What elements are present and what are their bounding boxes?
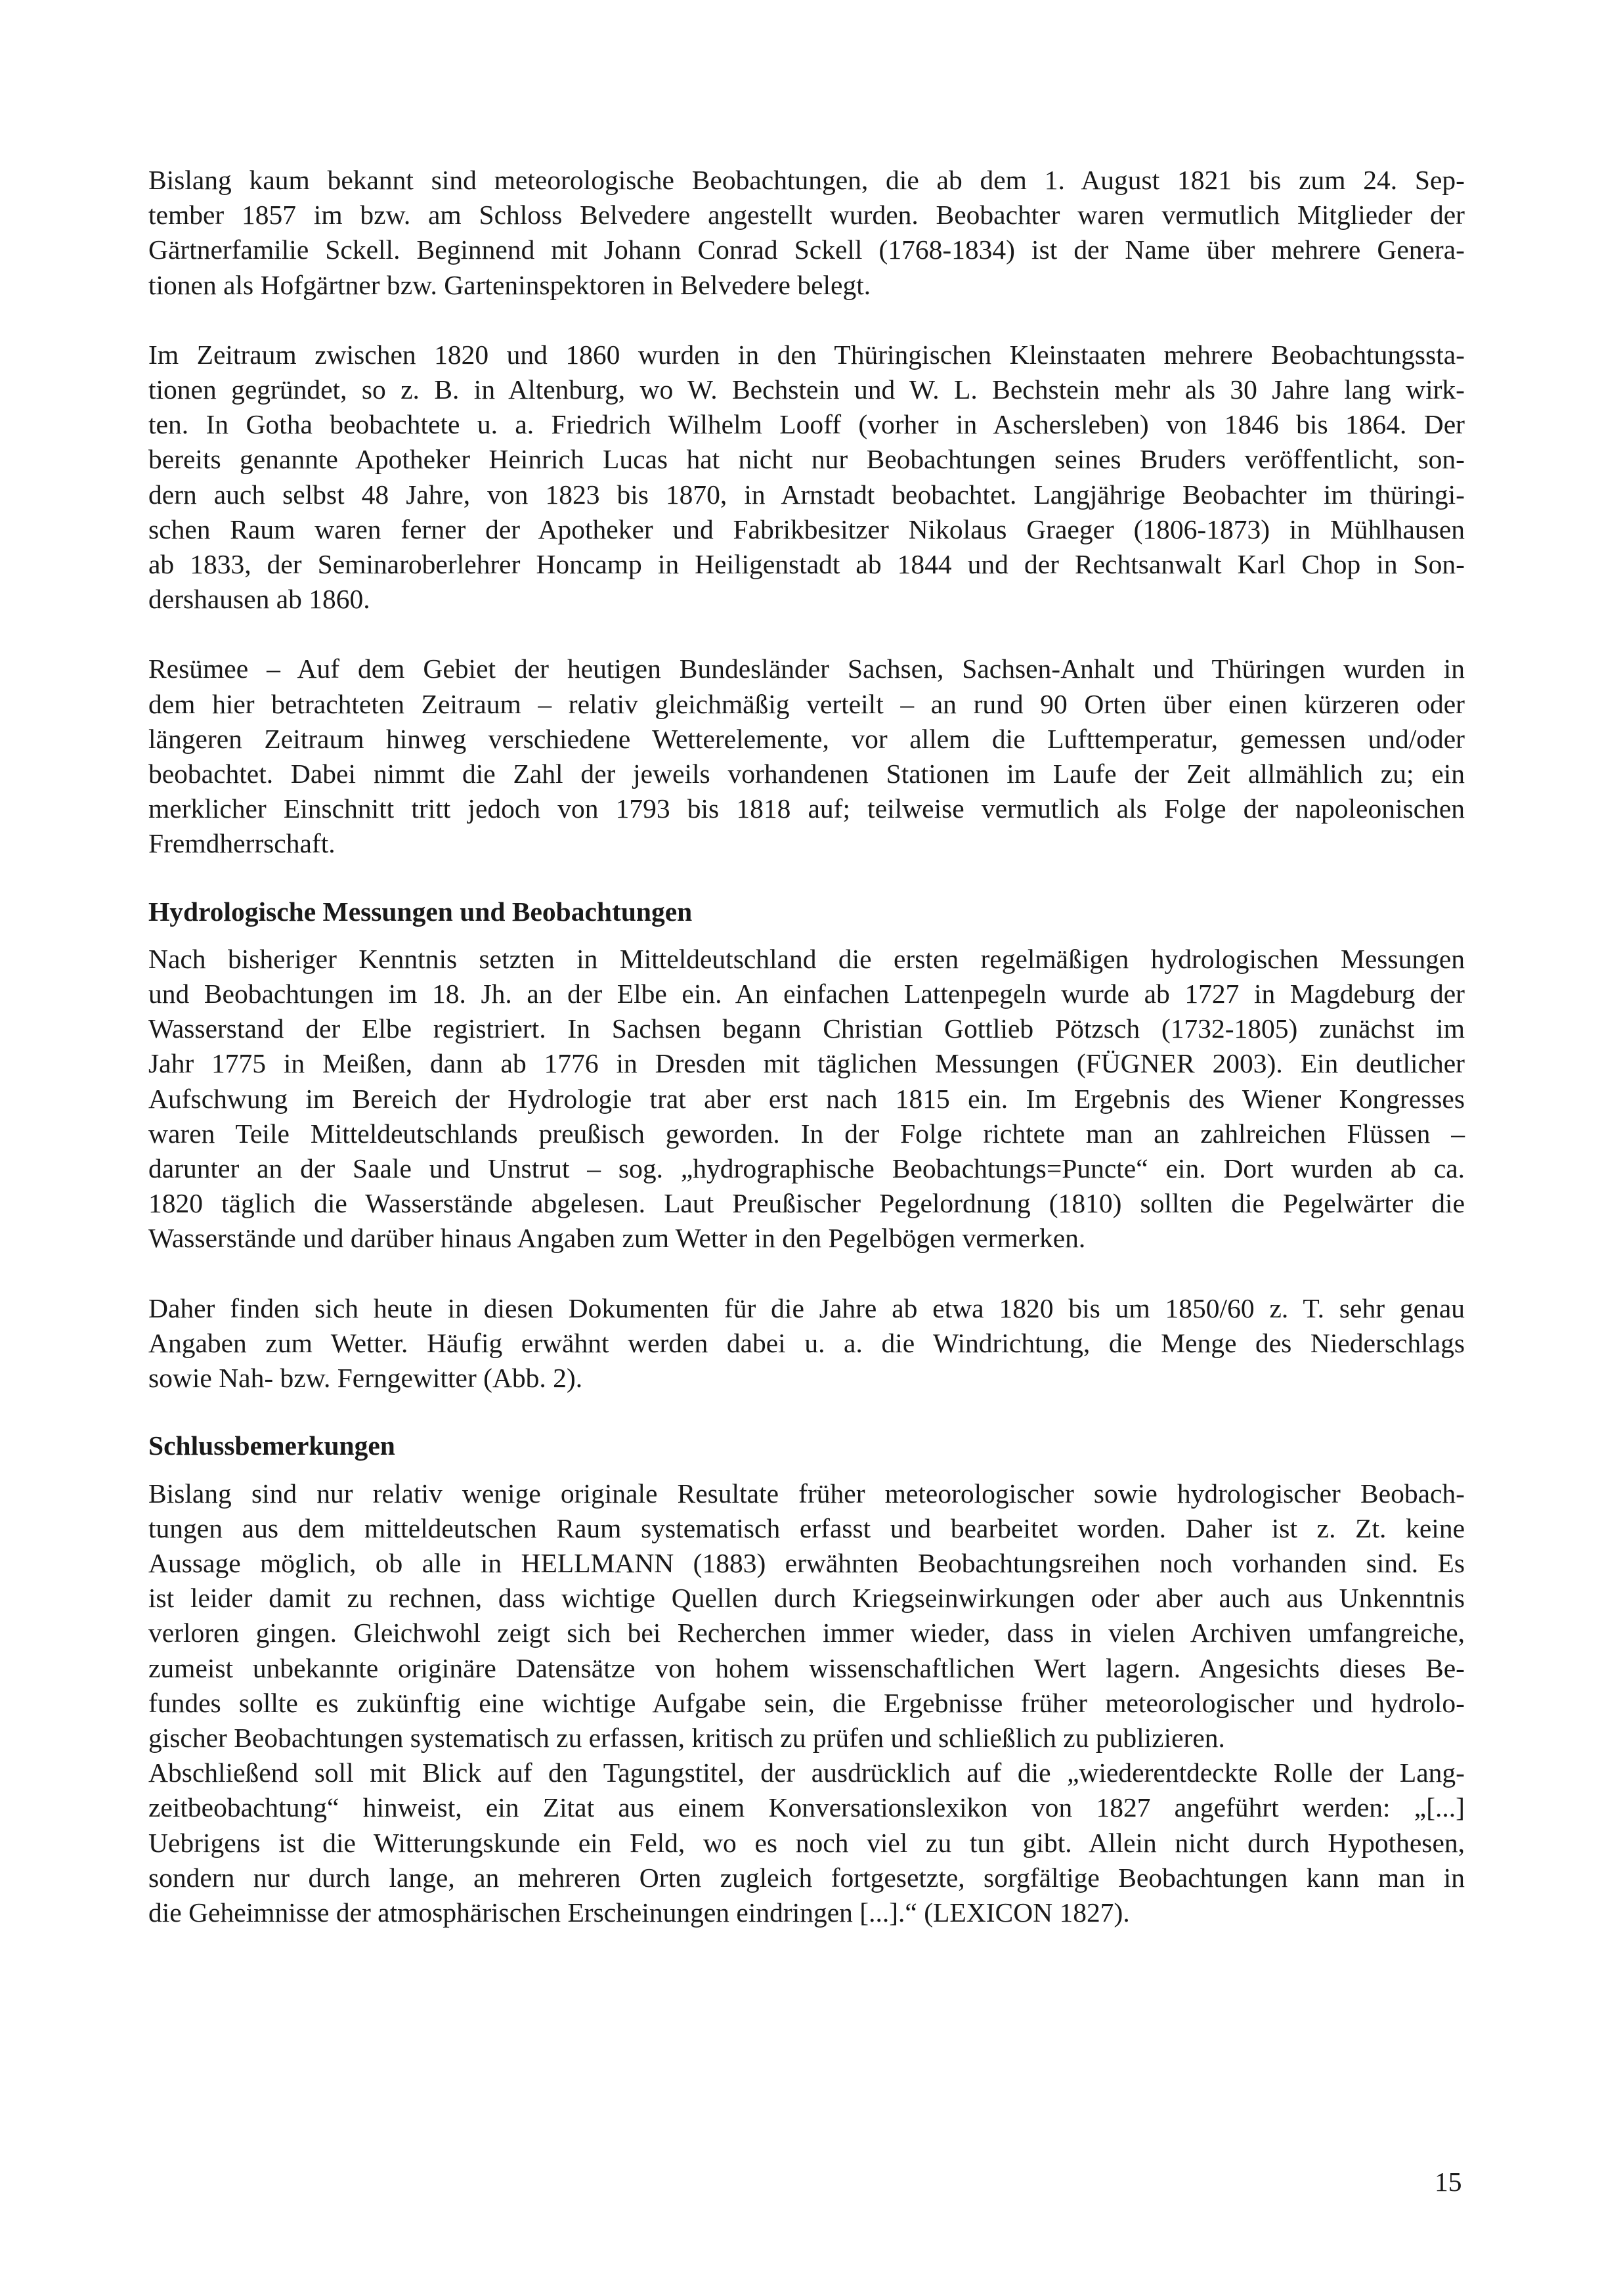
text-line: die Geheimnisse der atmosphärischen Erscheinungen eindringen [...].“ (LEXICON 1827). <box>148 1897 1130 1928</box>
text-line: Wasserstand der Elbe registriert. In Sachsen begann Christian Gottlieb Pötzsch (1732-1805) zunächst im <box>148 1013 1465 1044</box>
section-heading-conclusions: Schlussbemerkungen <box>148 1430 395 1461</box>
section-heading-hydrology: Hydrologische Messungen und Beobachtungen <box>148 896 693 927</box>
text-line: beobachtet. Dabei nimmt die Zahl der jeweils vorhandenen Stationen im Laufe der Zeit allmählich zu; ein <box>148 759 1465 789</box>
paragraph-thueringen-stations <box>148 338 1465 617</box>
text-line: tember 1857 im bzw. am Schloss Belvedere angestellt wurden. Beobachter waren vermutlich Mitglieder der <box>148 200 1465 231</box>
text-line: sowie Nah- bzw. Ferngewitter (Abb. 2). <box>148 1363 583 1394</box>
text-line: schen Raum waren ferner der Apotheker und Fabrikbesitzer Nikolaus Graeger (1806-1873) in Mühlhausen <box>148 514 1465 544</box>
text-line: Wasserstände und darüber hinaus Angaben zum Wetter in den Pegelbögen vermerken. <box>148 1223 1086 1254</box>
text-line: dershausen ab 1860. <box>148 584 370 615</box>
text-line: Bislang sind nur relativ wenige originale Resultate früher meteorologischer sowie hydrologischer Beobach- <box>148 1478 1465 1509</box>
text-line: zumeist unbekannte originäre Datensätze von hohem wissenschaftlichen Wert lagern. Angesichts dieses Be- <box>148 1652 1465 1683</box>
text-line: Jahr 1775 in Meißen, dann ab 1776 in Dresden mit täglichen Messungen (FÜGNER 2003). Ein deutlicher <box>148 1048 1465 1079</box>
text-line: fundes sollte es zukünftig eine wichtige Aufgabe sein, die Ergebnisse früher meteorologischer und hydrolo- <box>148 1687 1465 1718</box>
text-line: Bislang kaum bekannt sind meteorologische Beobachtungen, die ab dem 1. August 1821 bis zum 24. Sep- <box>148 165 1465 195</box>
text-line: Aussage möglich, ob alle in HELLMANN (1883) erwähnten Beobachtungsreihen noch vorhanden sind. Es <box>148 1547 1465 1578</box>
text-line: 1820 täglich die Wasserstände abgelesen. Laut Preußischer Pegelordnung (1810) sollten die Pegelwärter die <box>148 1188 1465 1219</box>
text-line: Angaben zum Wetter. Häufig erwähnt werden dabei u. a. die Windrichtung, die Menge des Niederschlags <box>148 1327 1465 1358</box>
text-line: Fremdherrschaft. <box>148 828 336 859</box>
paragraph-resuemee <box>148 651 1465 861</box>
page-number: 15 <box>1435 2167 1462 2197</box>
text-line: zeitbeobachtung“ hinweist, ein Zitat aus einem Konversationslexikon von 1827 angeführt werden: „[...] <box>148 1792 1465 1823</box>
text-line: Resümee – Auf dem Gebiet der heutigen Bundesländer Sachsen, Sachsen-Anhalt und Thüringen wurden in <box>148 653 1465 684</box>
text-line: und Beobachtungen im 18. Jh. an der Elbe ein. An einfachen Lattenpegeln wurde ab 1727 in Magdeburg der <box>148 979 1465 1009</box>
text-line: Uebrigens ist die Witterungskunde ein Feld, wo es noch viel zu tun gibt. Allein nicht durch Hypothesen, <box>148 1827 1465 1858</box>
text-line: tionen als Hofgärtner bzw. Garteninspektoren in Belvedere belegt. <box>148 269 871 300</box>
paragraph-conclusions <box>148 1476 1465 1931</box>
text-line: tungen aus dem mitteldeutschen Raum systematisch erfasst und bearbeitet worden. Daher ist z. Zt. keine <box>148 1512 1465 1543</box>
text-line: Im Zeitraum zwischen 1820 und 1860 wurden in den Thüringischen Kleinstaaten mehrere Beobachtungssta- <box>148 339 1465 370</box>
page-body <box>148 163 1465 1930</box>
text-line: bereits genannte Apotheker Heinrich Lucas hat nicht nur Beobachtungen seines Bruders veröffentlicht, son- <box>148 444 1465 475</box>
text-line: dern auch selbst 48 Jahre, von 1823 bis 1870, in Arnstadt beobachtet. Langjährige Beobachter im thüringi- <box>148 479 1465 510</box>
text-line: tionen gegründet, so z. B. in Altenburg, wo W. Bechstein und W. L. Bechstein mehr als 30 Jahre lang wirk- <box>148 374 1465 405</box>
text-line: ist leider damit zu rechnen, dass wichtige Quellen durch Kriegseinwirkungen oder aber auch aus Unkenntnis <box>148 1583 1465 1614</box>
text-line: dem hier betrachteten Zeitraum – relativ gleichmäßig verteilt – an rund 90 Orten über einen kürzeren oder <box>148 688 1465 719</box>
text-line: merklicher Einschnitt tritt jedoch von 1793 bis 1818 auf; teilweise vermutlich als Folge der napoleonischen <box>148 793 1465 824</box>
paragraph-belvedere <box>148 163 1465 303</box>
text-line: Daher finden sich heute in diesen Dokumenten für die Jahre ab etwa 1820 bis um 1850/60 z. T. sehr genau <box>148 1292 1465 1323</box>
text-line: ab 1833, der Seminaroberlehrer Honcamp in Heiligenstadt ab 1844 und der Rechtsanwalt Karl Chop in Son- <box>148 549 1465 580</box>
text-line: ten. In Gotha beobachtete u. a. Friedrich Wilhelm Looff (vorher in Aschersleben) von 1846 bis 1864. Der <box>148 409 1465 440</box>
text-line: gischer Beobachtungen systematisch zu erfassen, kritisch zu prüfen und schließlich zu publizieren. <box>148 1722 1225 1753</box>
text-line: Abschließend soll mit Blick auf den Tagungstitel, der ausdrücklich auf die „wiederentdeckte Rolle der Lang- <box>148 1757 1465 1788</box>
paragraph-weather-records <box>148 1291 1465 1396</box>
text-line: waren Teile Mitteldeutschlands preußisch geworden. In der Folge richtete man an zahlreichen Flüssen – <box>148 1118 1465 1149</box>
text-line: längeren Zeitraum hinweg verschiedene Wetterelemente, vor allem die Lufttemperatur, gemessen und/oder <box>148 723 1465 754</box>
paragraph-hydrology <box>148 942 1465 1256</box>
text-line: verloren gingen. Gleichwohl zeigt sich bei Recherchen immer wieder, dass in vielen Archiven umfangreiche, <box>148 1618 1465 1648</box>
text-line: Aufschwung im Bereich der Hydrologie trat aber erst nach 1815 ein. Im Ergebnis des Wiener Kongresses <box>148 1083 1465 1114</box>
text-line: sondern nur durch lange, an mehreren Orten zugleich fortgesetzte, sorgfältige Beobachtungen kann man in <box>148 1862 1465 1893</box>
text-line: darunter an der Saale und Unstrut – sog. „hydrographische Beobachtungs=Puncte“ ein. Dort wurden ab ca. <box>148 1153 1465 1184</box>
text-line: Nach bisheriger Kenntnis setzten in Mitteldeutschland die ersten regelmäßigen hydrologischen Messungen <box>148 943 1465 974</box>
text-line: Gärtnerfamilie Sckell. Beginnend mit Johann Conrad Sckell (1768-1834) ist der Name über mehrere Genera- <box>148 234 1465 265</box>
